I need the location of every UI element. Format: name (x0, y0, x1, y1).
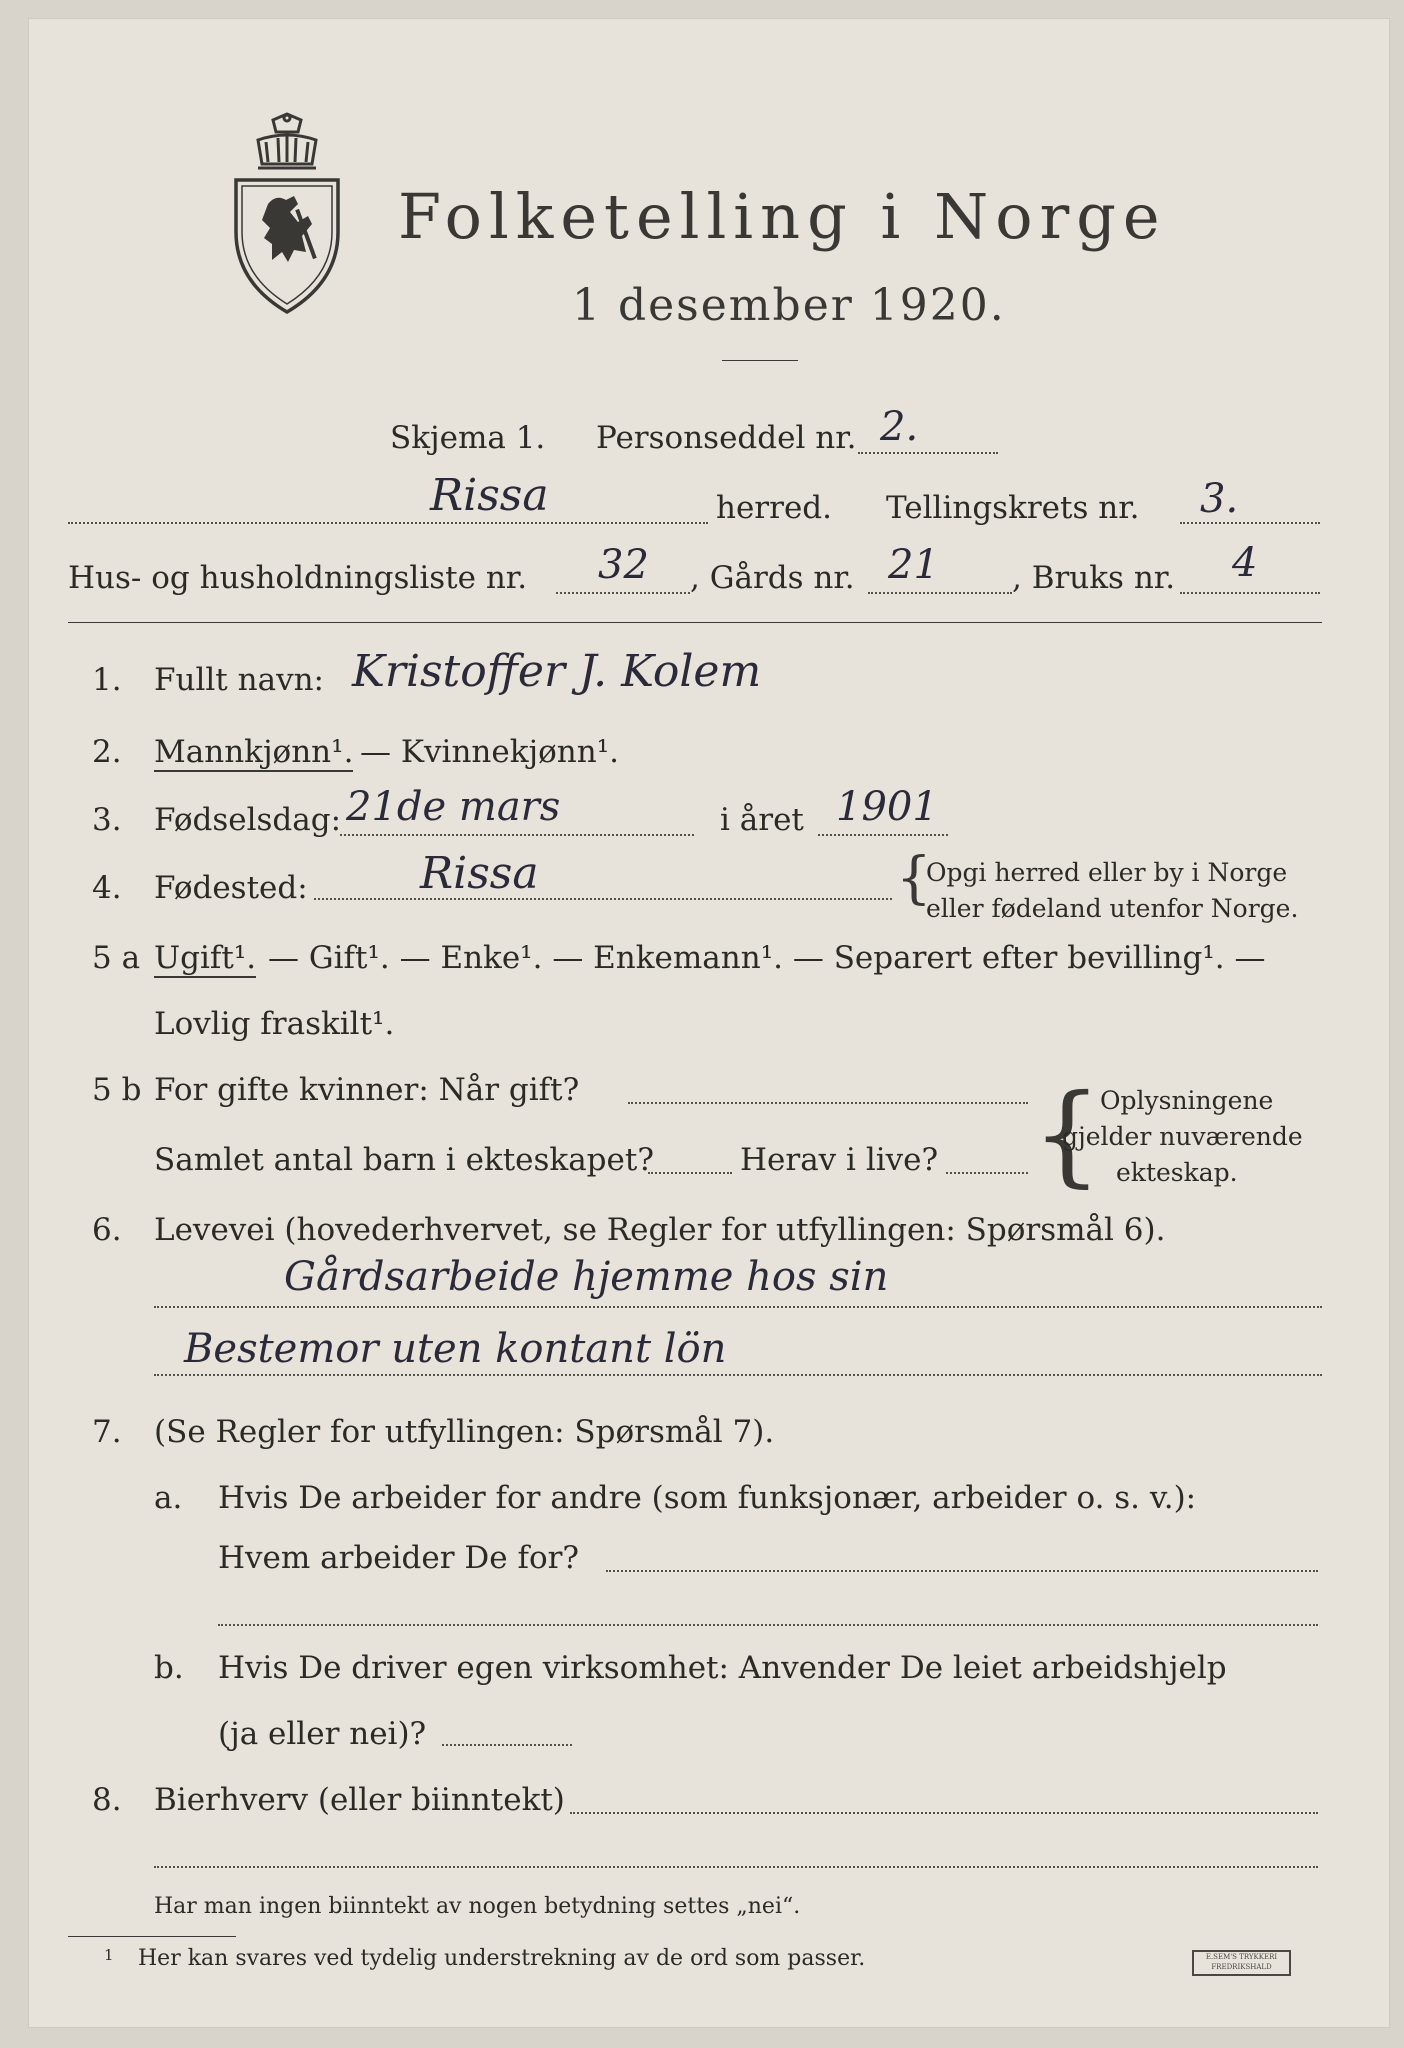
q3-year-field-line (818, 834, 948, 836)
q5b-note-line3: ekteskap. (1116, 1158, 1238, 1187)
q3-birthday-value: 21de mars (346, 784, 561, 830)
q6-number: 6. (92, 1212, 122, 1248)
q4-note-line1: Opgi herred eller by i Norge (926, 858, 1288, 887)
q5b-note-line2: gjelder nuværende (1062, 1122, 1303, 1151)
tellingskrets-label: Tellingskrets nr. (886, 490, 1140, 526)
bruks-field-line (1180, 592, 1320, 594)
q3-year-value: 1901 (836, 784, 938, 830)
personseddel-field-line (858, 452, 998, 454)
q4-birthplace-value: Rissa (420, 848, 539, 899)
q4-number: 4. (92, 870, 122, 906)
coat-of-arms-icon (228, 112, 346, 317)
q7a-label: Hvis De arbeider for andre (som funksjonær, arbeider o. s. v.): (218, 1480, 1197, 1516)
q6-field-line1 (154, 1306, 1322, 1308)
q7a-employer-field-line (606, 1570, 1318, 1572)
q3-number: 3. (92, 802, 122, 838)
q7b-answer-label: (ja eller nei)? (218, 1716, 427, 1752)
q5b-note-brace: { (1032, 1070, 1102, 1198)
q7a-employer-label: Hvem arbeider De for? (218, 1540, 580, 1576)
q4-note-line2: eller fødeland utenfor Norge. (926, 894, 1299, 923)
form-title: Folketelling i Norge (398, 180, 1167, 253)
herred-field-line (68, 522, 708, 524)
q3-field-line (340, 834, 694, 836)
footnote-mark: 1 (104, 1946, 114, 1964)
gards-field-line (868, 592, 1012, 594)
q6-occupation-value-line2: Bestemor uten kontant lön (184, 1326, 727, 1372)
printer-stamp-line2: FREDRIKSHALD (1211, 1963, 1272, 1971)
q5a-unmarried-option: Ugift¹. (154, 940, 257, 976)
bruks-value: 4 (1232, 540, 1258, 586)
q3-year-label: i året (720, 802, 804, 838)
personseddel-value: 2. (880, 404, 919, 450)
hus-value: 32 (598, 542, 649, 588)
q2-male-option: Mannkjønn¹. (154, 734, 354, 770)
footnote-divider (68, 1936, 236, 1937)
q2-female-option: — Kvinnekjønn¹. (360, 734, 619, 770)
gards-value: 21 (888, 542, 939, 588)
q4-field-line (314, 898, 892, 900)
q5b-married-label: For gifte kvinner: Når gift? (154, 1072, 580, 1108)
q5b-married-field-line (628, 1102, 1028, 1104)
title-divider (722, 360, 798, 361)
schema-label: Skjema 1. (390, 420, 546, 456)
form-date: 1 desember 1920. (572, 280, 1006, 331)
q5b-alive-label: Herav i live? (740, 1142, 939, 1178)
q3-label: Fødselsdag: (154, 802, 342, 838)
bruks-label: , Bruks nr. (1012, 560, 1176, 596)
q7a-letter: a. (154, 1480, 183, 1516)
q4-note-brace: { (896, 846, 932, 911)
tellingskrets-value: 3. (1200, 476, 1239, 522)
q8-field-line (570, 1812, 1318, 1814)
printer-stamp (1192, 1950, 1291, 1976)
q6-occupation-value-line1: Gårdsarbeide hjemme hos sin (284, 1254, 889, 1300)
q8-label: Bierhverv (eller biinntekt) (154, 1782, 565, 1818)
q5a-number: 5 a (92, 940, 141, 976)
hus-label: Hus- og husholdningsliste nr. (68, 560, 528, 596)
q5b-number: 5 b (92, 1072, 142, 1108)
q1-full-name-value: Kristoffer J. Kolem (352, 646, 762, 697)
q2-number: 2. (92, 734, 122, 770)
hus-field-line (556, 592, 690, 594)
q5b-children-field-line (648, 1172, 732, 1174)
tellingskrets-field-line (1180, 522, 1320, 524)
header-divider (68, 622, 1322, 623)
q1-number: 1. (92, 662, 122, 698)
q7b-label: Hvis De driver egen virksomhet: Anvender De leiet arbeidshjelp (218, 1650, 1227, 1686)
q5b-note-line1: Oplysningene (1100, 1086, 1274, 1115)
q5a-divorced-option: Lovlig fraskilt¹. (154, 1006, 395, 1042)
q6-label: Levevei (hovederhvervet, se Regler for utfyllingen: Spørsmål 6). (154, 1212, 1166, 1248)
q5b-children-label: Samlet antal barn i ekteskapet? (154, 1142, 654, 1178)
q5b-alive-field-line (946, 1172, 1028, 1174)
q4-label: Fødested: (154, 870, 308, 906)
q8-note: Har man ingen biinntekt av nogen betydning settes „nei“. (154, 1894, 801, 1919)
personseddel-label: Personseddel nr. (596, 420, 857, 456)
printer-stamp-line1: E.SEM'S TRYKKERI (1205, 1953, 1278, 1961)
q8-extra-field-line (154, 1866, 1318, 1868)
q7-label: (Se Regler for utfyllingen: Spørsmål 7). (154, 1414, 775, 1450)
q7a-extra-field-line (218, 1624, 1318, 1626)
herred-value: Rissa (430, 470, 549, 521)
q5a-other-options: — Gift¹. — Enke¹. — Enkemann¹. — Separert efter bevilling¹. — (268, 940, 1266, 976)
q6-field-line2 (154, 1374, 1322, 1376)
q8-number: 8. (92, 1782, 122, 1818)
q1-label: Fullt navn: (154, 662, 324, 698)
herred-label: herred. (716, 490, 832, 526)
footnote-text: Her kan svares ved tydelig understrekning av de ord som passer. (138, 1946, 866, 1971)
gards-label: , Gårds nr. (690, 560, 855, 596)
q7b-letter: b. (154, 1650, 184, 1686)
q7-number: 7. (92, 1414, 122, 1450)
q7b-answer-field-line (442, 1744, 572, 1746)
